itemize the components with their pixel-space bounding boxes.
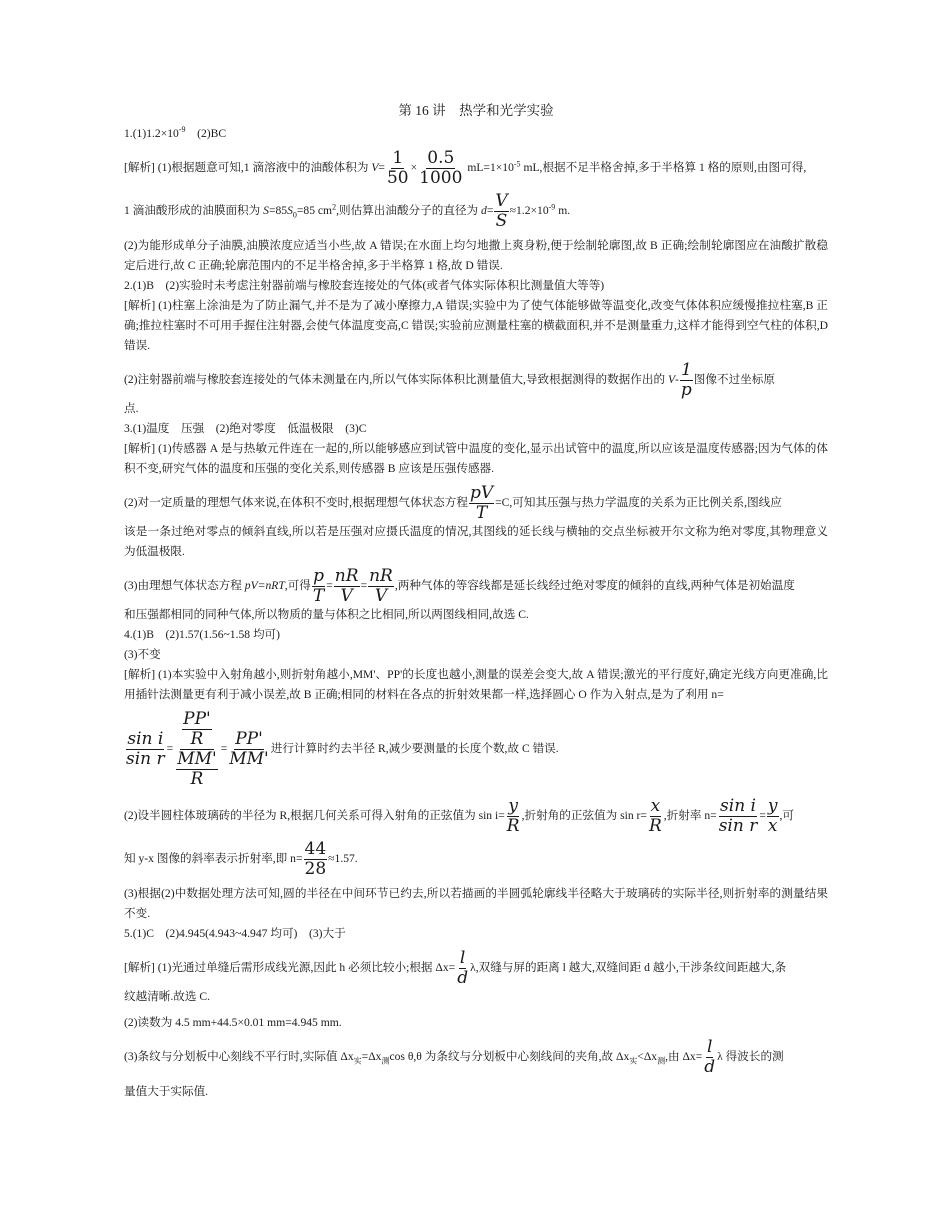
numerator: 1 <box>392 148 404 168</box>
analysis-text: 知 y-x 图像的斜率表示折射率,即 n= <box>124 852 303 866</box>
analysis-4-part-1: [解析] (1)本实验中入射角越小,则折射角越小,MM'、PP'的长度也越小,测量的误差会变大,故 A 错误;激光的平行度好,确定光线方向更准确,比用插针法测量更有利于减小误差,故 B 正确;相同的材料在各点的折射效果都一样,选择圆心 O 作为入射点,是为了利用 n= <box>124 668 828 701</box>
compound-fraction <box>174 711 220 788</box>
fraction <box>176 751 218 788</box>
numerator: l <box>459 948 466 968</box>
fraction <box>312 568 325 605</box>
denominator: T <box>312 586 325 606</box>
analysis-text: ,则估算出油酸分子的直径为 <box>336 204 482 218</box>
analysis-text: ≈1.57. <box>328 852 358 866</box>
analysis-4-part-2-cont <box>124 841 828 878</box>
denominator: MM' <box>229 749 269 769</box>
analysis-text: mL=1×10 <box>464 161 514 175</box>
analysis-text: (2)设半圆柱体玻璃砖的半径为 R,根据几何关系可得入射角的正弦值为 sin i= <box>124 809 505 823</box>
fraction <box>680 362 693 399</box>
numerator: PP' <box>235 729 263 749</box>
numerator: l <box>706 1037 713 1057</box>
denominator: R <box>648 816 662 836</box>
numerator: nR <box>334 566 359 586</box>
fraction <box>334 568 360 605</box>
analysis-text: 图像不过坐标原 <box>693 373 775 387</box>
denominator: d <box>704 1057 716 1077</box>
exponent: -5 <box>513 159 521 169</box>
answer-4: 4.(1)B (2)1.57(1.56~1.58 均可) <box>124 628 281 641</box>
numerator: PP' <box>183 709 211 729</box>
analysis-text: mL,根据不足半格舍掉,多于半格算 1 格的原则,由图可得, <box>520 161 807 175</box>
denominator: S <box>495 211 508 231</box>
analysis-2-part-2-cont: 点. <box>124 402 139 415</box>
denominator: x <box>767 816 778 836</box>
analysis-text: =85 <box>268 204 288 218</box>
answer-2: 2.(1)B (2)实验时未考虑注射器前端与橡胶套连接处的气体(或者气体实际体积比测量值大等等) <box>124 279 605 292</box>
subscript: 实 <box>353 1056 362 1066</box>
answer-4-part-3: (3)不变 <box>124 648 161 661</box>
fraction <box>718 798 759 835</box>
numerator: 44 <box>304 839 327 859</box>
analysis-text: λ 得波长的测 <box>717 1050 784 1064</box>
analysis-text: =85 cm <box>296 204 333 218</box>
analysis-3-part-2 <box>124 485 828 522</box>
denominator: sin r <box>126 749 165 769</box>
denominator: p <box>680 380 692 400</box>
analysis-2-part-2 <box>124 362 828 399</box>
analysis-text: ,两种气体的等容线都是延长线经过绝对零度的倾斜的直线,两种气体是初始温度 <box>394 579 795 593</box>
analysis-text: ≈1.2×10 <box>509 204 549 218</box>
variable: S <box>287 204 293 218</box>
analysis-text: [解析] (1)根据题意可知,1 滴溶液中的油酸体积为 <box>124 161 372 175</box>
analysis-text: 1 滴油酸形成的油膜面积为 <box>124 204 264 218</box>
variable: S <box>263 204 269 218</box>
analysis-text: [解析] (1)光通过单缝后需形成线光源,因此 h 必须比较小;根据 Δx= <box>124 961 456 975</box>
subscript: 测 <box>657 1056 666 1066</box>
analysis-1-line-1: [解析] (1)根据题意可知,1 滴溶液中的油酸体积为 V= $\frac{1}{50}$ × $\frac{0.5}{1000}$ $mL=1\times 10^{-5}$ mL,根据不足半格舍掉,多于半格算 1 格的原则,由图可得, <box>124 148 807 188</box>
analysis-text: ,可 <box>779 809 794 823</box>
numerator: 0.5 <box>427 148 455 168</box>
denominator: R <box>190 729 204 749</box>
page-title: 第 16 讲 热学和光学实验 <box>398 103 554 118</box>
subscript: 实 <box>629 1056 638 1066</box>
answer-5: 5.(1)C (2)4.945(4.943~4.947 均可) (3)大于 <box>124 927 346 940</box>
analysis-text: cos θ,θ 为条纹与分划板中心刻线间的夹角,故 Δx <box>389 1050 630 1064</box>
analysis-5-part-3-cont: 量值大于实际值. <box>124 1085 209 1098</box>
analysis-5-part-3 <box>124 1039 828 1076</box>
fraction <box>469 485 494 522</box>
denominator: V <box>374 586 388 606</box>
dash: - <box>675 373 679 387</box>
analysis-text: ,折射率 n= <box>663 809 717 823</box>
denominator: 50 <box>386 168 409 188</box>
denominator: d <box>457 968 469 988</box>
analysis-2-part-1: [解析] (1)柱塞上涂油是为了防止漏气,并不是为了减小摩擦力,A 错误;实验中为了使气体能够做等温变化,改变气体体积应缓慢推拉柱塞,B 正确;推拉柱塞时不可用手握住注射器,会使气体温度变高,C 错误;实验前应测量柱塞的横截面积,并不是测量重力,这样才能得到空气柱的体积,D 错误. <box>124 299 828 352</box>
denominator: V <box>340 586 353 606</box>
exponent: -9 <box>178 125 186 135</box>
analysis-5-part-1-cont: 纹越清晰.故选 C. <box>124 990 210 1003</box>
analysis-text: ,折射角的正弦值为 sin r= <box>521 809 647 823</box>
numerator: 1 <box>680 360 692 380</box>
answer-1 <box>124 124 828 144</box>
numerator: p <box>313 566 324 586</box>
analysis-1-line-2: 1 滴油酸形成的油膜面积为 $S=85S_0=85$ $cm^2$,则估算出油酸分子的直径为 d= $\frac{V}{S}$ $\approx 1.2\times 10^{-9}$ m. <box>124 191 571 231</box>
fraction <box>456 950 469 987</box>
answer-3: 3.(1)温度 压强 (2)绝对零度 低温极限 (3)C <box>124 422 367 435</box>
fraction <box>368 568 394 605</box>
analysis-text: (2)对一定质量的理想气体来说,在体积不变时,根据理想气体状态方程 <box>124 496 468 510</box>
fraction <box>648 798 663 835</box>
variable: d <box>481 204 487 218</box>
fraction <box>182 711 212 748</box>
fraction <box>418 150 463 187</box>
numerator: x <box>650 796 661 816</box>
numerator <box>180 711 214 750</box>
analysis-3-part-2-cont: 该是一条过绝对零点的倾斜直线,所以若是压强对应摄氏温度的情况,其图线的延长线与横轴的交点坐标被开尔文称为绝对零度,其物理意义为低温极限. <box>124 525 828 558</box>
denominator <box>174 750 220 788</box>
subscript: 0 <box>292 210 297 220</box>
answer-page <box>124 100 828 1102</box>
analysis-text: <Δx <box>637 1050 658 1064</box>
fraction <box>494 193 508 230</box>
fraction <box>386 150 410 187</box>
fraction <box>125 731 166 768</box>
denominator: 28 <box>304 859 327 879</box>
variable: V <box>371 161 379 175</box>
analysis-5-part-1 <box>124 950 828 987</box>
analysis-text: λ,双缝与屏的距离 l 越大,双缝间距 d 越小,干涉条纹间距越大,条 <box>470 961 787 975</box>
fraction <box>506 798 521 835</box>
numerator: sin i <box>127 729 164 749</box>
analysis-text: =Δx <box>361 1050 382 1064</box>
analysis-5-part-2: (2)读数为 4.5 mm+44.5×0.01 mm=4.945 mm. <box>124 1016 342 1029</box>
analysis-4-part-3: (3)根据(2)中数据处理方法可知,圆的半径在中间环节已约去,所以若描画的半圆弧轮廓线半径略大于玻璃砖的实际半径,则折射率的测量结果不变. <box>124 887 828 920</box>
fraction <box>304 841 328 878</box>
analysis-text: (3)条纹与分划板中心刻线不平行时,实际值 Δx <box>124 1050 354 1064</box>
analysis-text: (3)由理想气体状态方程 <box>124 579 245 593</box>
fraction <box>228 731 270 768</box>
analysis-text: (2)注射器前端与橡胶套连接处的气体未测量在内,所以气体实际体积比测量值大,导致根据测得的数据作出的 <box>124 373 668 387</box>
denominator: R <box>506 816 520 836</box>
numerator: pV <box>469 483 494 503</box>
variable: V <box>667 373 676 387</box>
analysis-text: ,可得 <box>284 579 311 593</box>
exponent: -9 <box>548 202 556 212</box>
fraction <box>767 798 779 835</box>
numerator: V <box>495 191 508 211</box>
answer-text: (2)BC <box>185 127 227 140</box>
answer-text: 1.(1)1.2×10 <box>124 127 179 140</box>
numerator: MM' <box>177 749 217 769</box>
analysis-3-part-3-cont: 和压强都相同的同种气体,所以物质的量与体积之比相同,所以两图线相同,故选 C. <box>124 608 529 621</box>
subscript: 测 <box>381 1056 390 1066</box>
analysis-3-part-3: (3)由理想气体状态方程 pV=nRT,可得 $\frac{p}{T}$ = $\frac{nR}{V}$ = $\frac{nR}{V}$ ,两种气体的等容线都是延长线经过绝对零度的倾斜的直线,两种气体是初始温度 <box>124 566 795 606</box>
numerator: y <box>767 796 778 816</box>
analysis-text: =C,可知其压强与热力学温度的关系为正比例关系,图线应 <box>495 496 782 510</box>
equation: pV=nRT <box>244 579 285 593</box>
analysis-text: 进行计算时约去半径 R,减少要测量的长度个数,故 C 错误. <box>270 742 559 756</box>
analysis-text: m. <box>555 204 571 218</box>
analysis-text: ,由 Δx= <box>665 1050 703 1064</box>
numerator: sin i <box>720 796 756 816</box>
exponent: 2 <box>332 202 337 212</box>
denominator: R <box>190 769 204 789</box>
denominator: T <box>475 503 488 523</box>
denominator: 1000 <box>419 168 463 188</box>
numerator: nR <box>369 566 393 586</box>
denominator: sin r <box>718 816 758 836</box>
analysis-1-part-2: (2)为能形成单分子油膜,油膜浓度应适当小些,故 A 错误;在水面上均匀地撒上爽身粉,便于绘制轮廓图,故 B 正确;绘制轮廓图应在油酸扩散稳定后进行,故 C 正确;轮廓范围内的不足半格舍掉,多于半格算 1 格,故 D 错误. <box>124 239 828 272</box>
analysis-3-part-1: [解析] (1)传感器 A 是与热敏元件连在一起的,所以能够感应到试管中温度的变化,显示出试管中的温度,所以应该是温度传感器;因为气体的体积不变,研究气体的温度和压强的变化关系,则传感器 B 应该是压强传感器. <box>124 442 828 475</box>
analysis-4-formula: $\frac{\text{sin i}}{\text{sin r}}$ = $\frac{\frac{PP'}{R}}{\frac{MM'}{R}}$ = $\frac{PP'}{MM'}$ 进行计算时约去半径 R,减少要测量的长度个数,故 C 错误. <box>126 709 559 789</box>
analysis-4-part-2: (2)设半圆柱体玻璃砖的半径为 R,根据几何关系可得入射角的正弦值为 sin i= $\frac{y}{R}$ ,折射角的正弦值为 sin r= $\frac{x}{R}$ ,折射率 n= $\frac{\text{sin i}}{\text{sin r}}$ = $\frac{y}{x}$ ,可 <box>124 796 794 836</box>
numerator: y <box>508 796 518 816</box>
fraction <box>703 1039 716 1076</box>
